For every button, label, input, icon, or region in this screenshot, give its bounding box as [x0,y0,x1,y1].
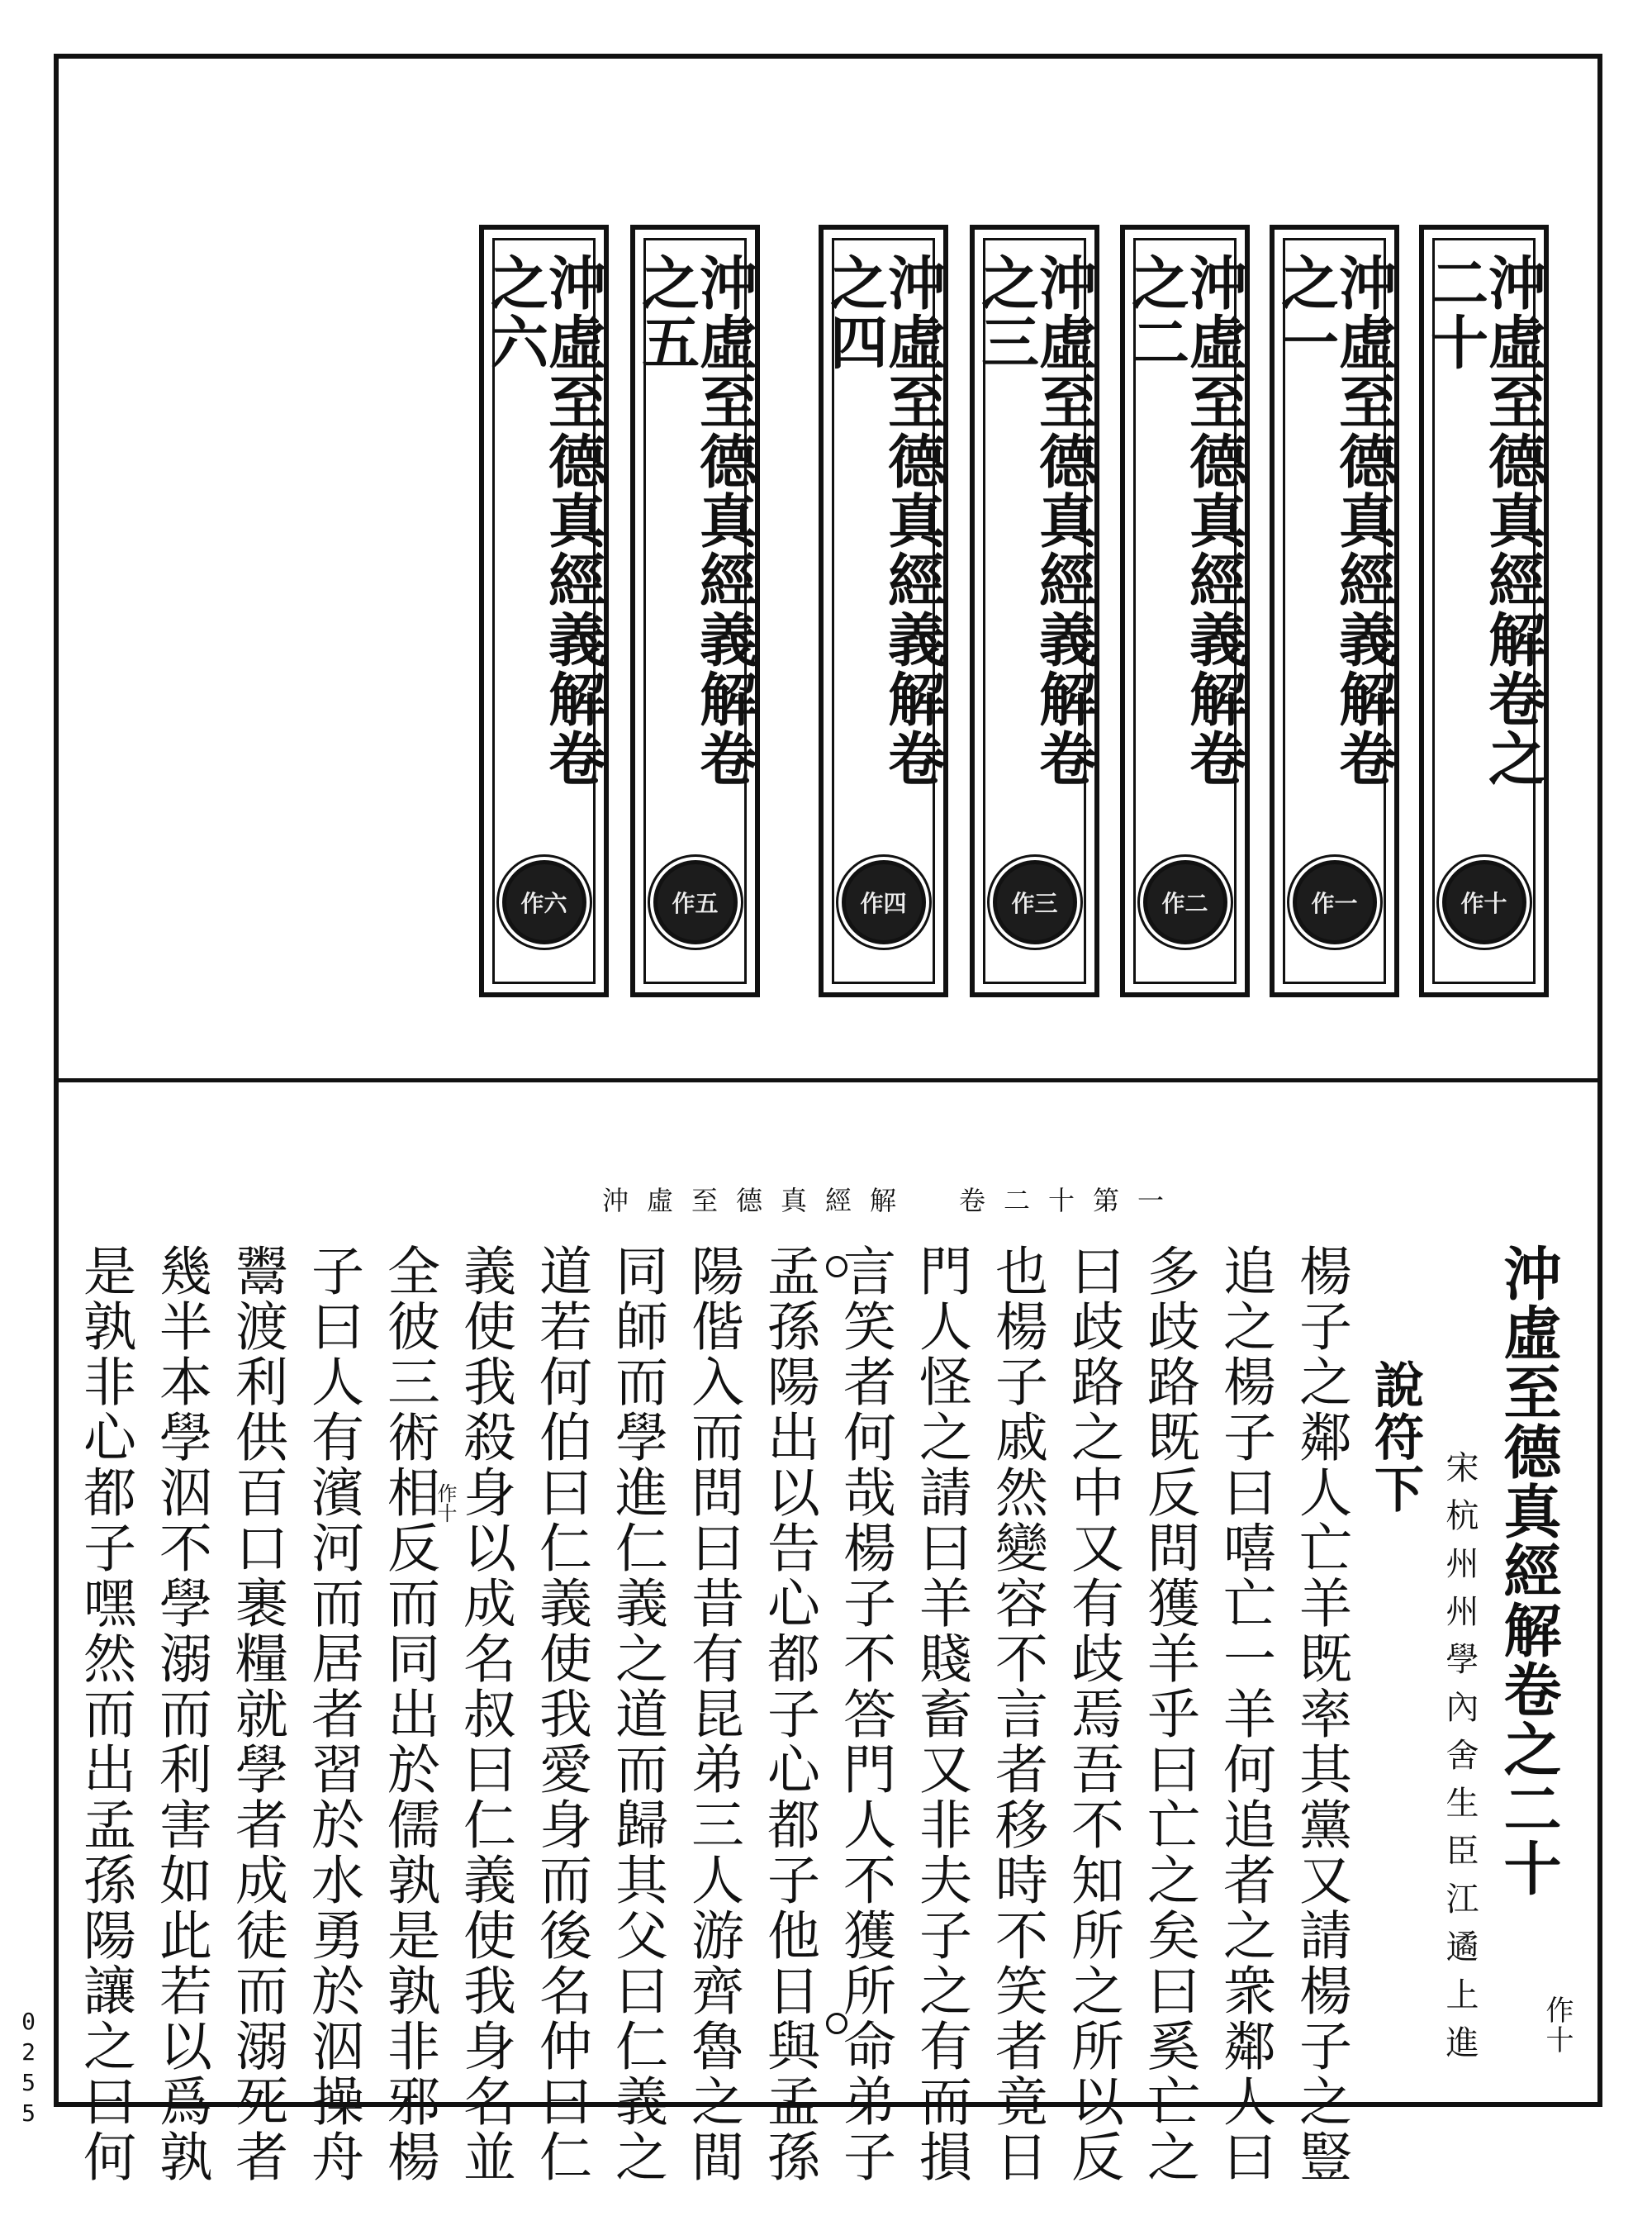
page-number: 0255 [15,2008,42,2130]
text-column: 道若何伯曰仁義使我愛身而後名仲曰仁 [530,1244,591,2185]
author-line: 宋杭州州學內舍生臣江遹上進 [1441,1450,1479,2073]
section-divider [54,1078,1602,1082]
seal-icon: 作四 [842,860,926,944]
spine-label [970,225,1099,997]
text-column: 全彼三術相反而同出於儒孰是孰非邪楊 [378,1244,439,2185]
seal-icon: 作五 [653,860,738,944]
text-column: 幾半本學泅不學溺而利害如此若以爲孰 [150,1244,211,2185]
text-column: 孟孫陽出以告心都子心都子他日與孟孫 [758,1244,819,2185]
text-column: 是孰非心都子嘿然而出孟孫陽讓之曰何 [74,1244,135,2185]
section-heading: 說符下 [1366,1359,1424,1515]
text-column: 楊子之鄰人亡羊既率其黨又請楊子之豎 [1290,1244,1351,2185]
seal-icon: 作十 [1442,860,1526,944]
text-column: 追之楊子曰嘻亡一羊何追者之衆鄰人曰 [1214,1244,1275,2185]
text-column: 曰歧路之中又有歧焉吾不知所之所以反 [1062,1244,1123,2185]
spine-label [630,225,760,997]
text-column: 言笑者何哉楊子不答門人不獲所命弟子 [834,1244,895,2185]
spine-label [1419,225,1549,997]
spine-label-title: 沖虛至德真經義解卷之六 [481,253,608,788]
text-column: 鬻渡利供百口裹糧就學者成徒而溺死者 [226,1244,287,2185]
spine-label [819,225,948,997]
paragraph-circle-icon [826,1256,847,1277]
spine-label-title: 沖虛至德真經義解卷之五 [632,253,759,788]
paragraph-circle-icon [826,2013,847,2034]
inline-mark: 作十 [434,1483,457,1523]
spine-label-title: 沖虛至德真經義解卷之三 [971,253,1099,788]
corner-mark: 作十 [1540,1995,1574,2055]
spine-label-title: 沖虛至德真經義解卷之二 [1122,253,1249,788]
spine-label-title: 沖虛至德真經義解卷之四 [820,253,947,788]
text-column: 義使我殺身以成名叔曰仁義使我身名並 [454,1244,515,2185]
text-column: 多歧路既反問獲羊乎曰亡之矣曰奚亡之 [1138,1244,1199,2185]
spine-label [1120,225,1250,997]
text-column: 門人怪之請曰羊賤畜又非夫子之有而損 [910,1244,971,2185]
spine-label-title: 沖虛至德真經義解卷之一 [1271,253,1398,788]
text-column: 子曰人有濱河而居者習於水勇於泅操舟 [302,1244,363,2185]
seal-icon: 作二 [1143,860,1227,944]
page-title: 沖虛至德真經解卷之二十 [1494,1244,1563,1898]
seal-icon: 作一 [1293,860,1377,944]
text-column: 也楊子戚然變容不言者移時不笑者竟日 [986,1244,1047,2185]
page-header: 沖虛至德真經解 卷二十第一 [601,1185,1182,1216]
spine-label [1270,225,1399,997]
text-column: 同師而學進仁義之道而歸其父曰仁義之 [606,1244,667,2185]
book-spine-labels [0,0,1652,1074]
seal-icon: 作六 [502,860,586,944]
text-column: 陽偕入而問曰昔有昆弟三人游齊魯之間 [682,1244,743,2185]
spine-label-title: 沖虛至德真經解卷之二十 [1421,253,1548,788]
spine-label [479,225,609,997]
seal-icon: 作三 [993,860,1077,944]
